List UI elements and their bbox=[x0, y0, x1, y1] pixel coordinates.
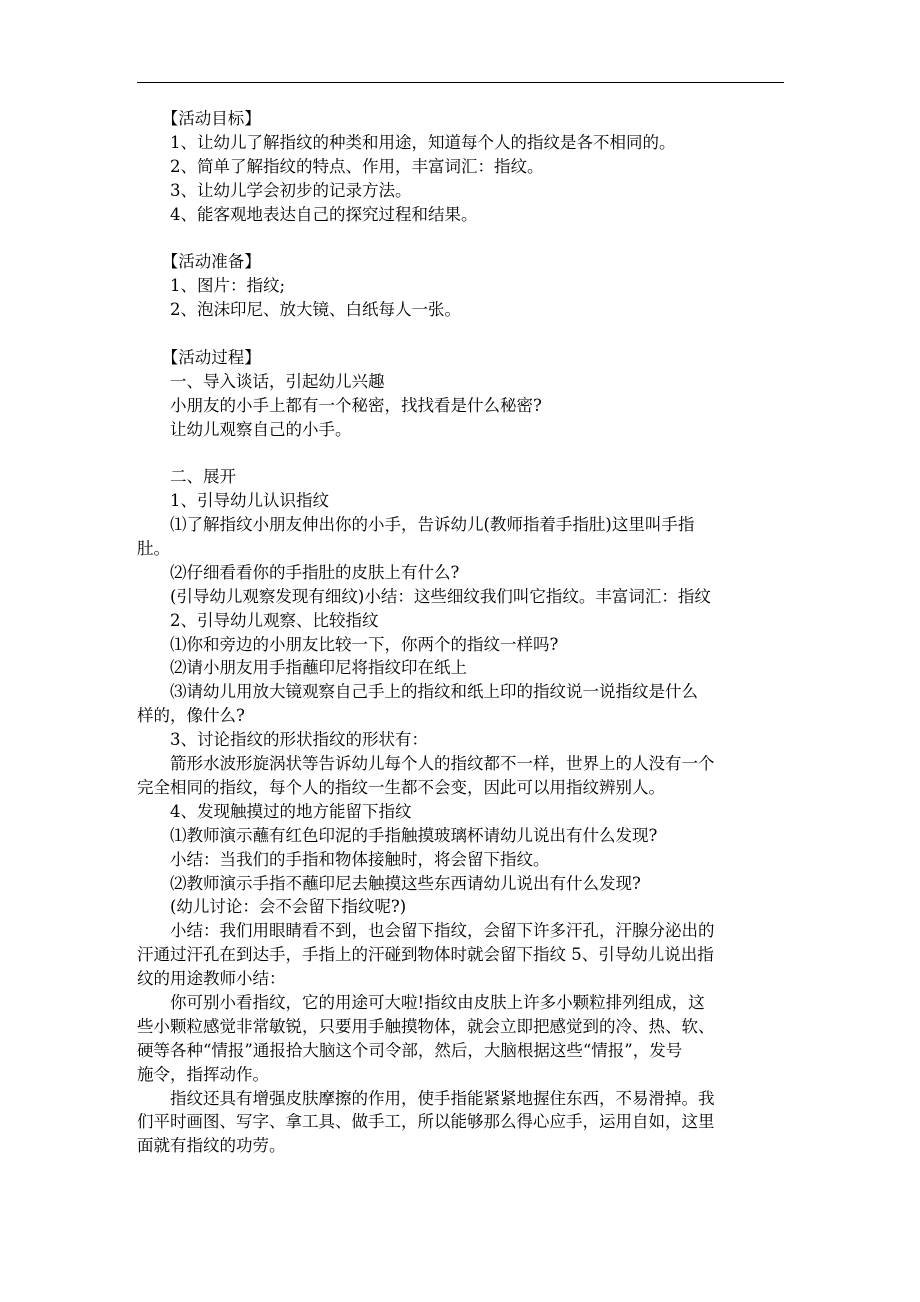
process-part2-line: 小结：当我们的手指和物体接触时，将会留下指纹。 bbox=[137, 849, 550, 869]
process-part2-line: ⑵仔细看看你的手指肚的皮肤上有什么? bbox=[137, 562, 460, 582]
process-part2-line: 硬等各种“情报”通报拾大脑这个司令部，然后，大脑根据这些“情报”，发号 bbox=[137, 1040, 683, 1060]
preparation-item-1: 1、图片：指纹; bbox=[137, 276, 286, 296]
process-part2-line: 些小颗粒感觉非常敏锐，只要用手触摸物体，就会立即把感觉到的冷、热、软、 bbox=[137, 1016, 715, 1036]
process-part1-line: 让幼儿观察自己的小手。 bbox=[137, 419, 352, 439]
process-part2-line: 纹的用途教师小结： bbox=[137, 969, 286, 989]
process-part2-line: 们平时画图、写字、拿工具、做手工，所以能够那么得心应手，运用自如，这里 bbox=[137, 1112, 715, 1132]
process-part2-line: 2、引导幼儿观察、比较指纹 bbox=[137, 610, 379, 630]
process-part2-line: 3、讨论指纹的形状指纹的形状有： bbox=[137, 730, 428, 750]
process-part2-line: 4、发现触摸过的地方能留下指纹 bbox=[137, 801, 412, 821]
process-part2-line: ⑵请小朋友用手指蘸印尼将指纹印在纸上 bbox=[137, 658, 467, 678]
spacer bbox=[137, 441, 787, 465]
process-part2-line: 小结：我们用眼睛看不到，也会留下指纹，会留下许多汗孔，汗腺分泌出的 bbox=[137, 921, 715, 941]
process-part2-line: 肚。 bbox=[137, 539, 170, 559]
process-part2-line: ⑴教师演示蘸有红色印泥的手指触摸玻璃杯请幼儿说出有什么发现? bbox=[137, 825, 658, 845]
goal-item-4: 4、能客观地表达自己的探究过程和结果。 bbox=[137, 204, 478, 224]
process-part2-line: ⑴了解指纹小朋友伸出你的小手，告诉幼儿(教师指着手指肚)这里叫手指 bbox=[137, 515, 695, 535]
process-part1-line: 小朋友的小手上都有一个秘密，找找看是什么秘密? bbox=[137, 395, 542, 415]
process-part2-line: 你可别小看指纹，它的用途可大啦!指纹由皮肤上许多小颗粒排列组成，这 bbox=[137, 992, 705, 1012]
process-part2-line: 完全相同的指纹，每个人的指纹一生都不会变，因此可以用指纹辨别人。 bbox=[137, 777, 665, 797]
goal-item-3: 3、让幼儿学会初步的记录方法。 bbox=[137, 180, 412, 200]
process-part2-line: 面就有指纹的功劳。 bbox=[137, 1136, 286, 1156]
spacer bbox=[137, 322, 787, 346]
process-part2-line: 样的，像什么? bbox=[137, 706, 245, 726]
process-part2-line: ⑵教师演示手指不蘸印尼去触摸这些东西请幼儿说出有什么发现? bbox=[137, 873, 641, 893]
goal-item-2: 2、简单了解指纹的特点、作用，丰富词汇：指纹。 bbox=[137, 156, 544, 176]
process-part2-line: ⑶请幼儿用放大镜观察自己手上的指纹和纸上印的指纹说一说指纹是什么 bbox=[137, 682, 698, 702]
process-part2-line: ⑴你和旁边的小朋友比较一下，你两个的指纹一样吗? bbox=[137, 634, 559, 654]
process-part2-line: 1、引导幼儿认识指纹 bbox=[137, 491, 329, 511]
process-part2-line: 施令，指挥动作。 bbox=[137, 1064, 269, 1084]
process-part2-line: 汗通过汗孔在到达手，手指上的汗碰到物体时就会留下指纹 5、引导幼儿说出指 bbox=[137, 945, 714, 965]
header-rule bbox=[137, 82, 784, 83]
process-part1-line: 一、导入谈话，引起幼儿兴趣 bbox=[137, 371, 385, 391]
process-part2-line: (幼儿讨论：会不会留下指纹呢?) bbox=[137, 897, 407, 917]
document-body bbox=[137, 107, 787, 1158]
section-heading-goals: 【活动目标】 bbox=[137, 109, 261, 128]
section-heading-process: 【活动过程】 bbox=[137, 347, 261, 367]
goal-item-1: 1、让幼儿了解指纹的种类和用途，知道每个人的指纹是各不相同的。 bbox=[137, 132, 676, 152]
process-part2-line: 指纹还具有增强皮肤摩擦的作用，使手指能紧紧地握住东西，不易滑掉。我 bbox=[137, 1088, 715, 1108]
process-part2-line: 箭形水波形旋涡状等告诉幼儿每个人的指纹都不一样，世界上的人没有一个 bbox=[137, 754, 715, 774]
process-part2-line: (引导幼儿观察发现有细纹)小结：这些细纹我们叫它指纹。丰富词汇：指纹 bbox=[137, 586, 711, 606]
process-part2-line: 二、展开 bbox=[137, 467, 236, 487]
spacer bbox=[137, 226, 787, 250]
preparation-item-2: 2、泡沫印尼、放大镜、白纸每人一张。 bbox=[137, 300, 461, 320]
section-heading-preparation: 【活动准备】 bbox=[137, 252, 261, 272]
